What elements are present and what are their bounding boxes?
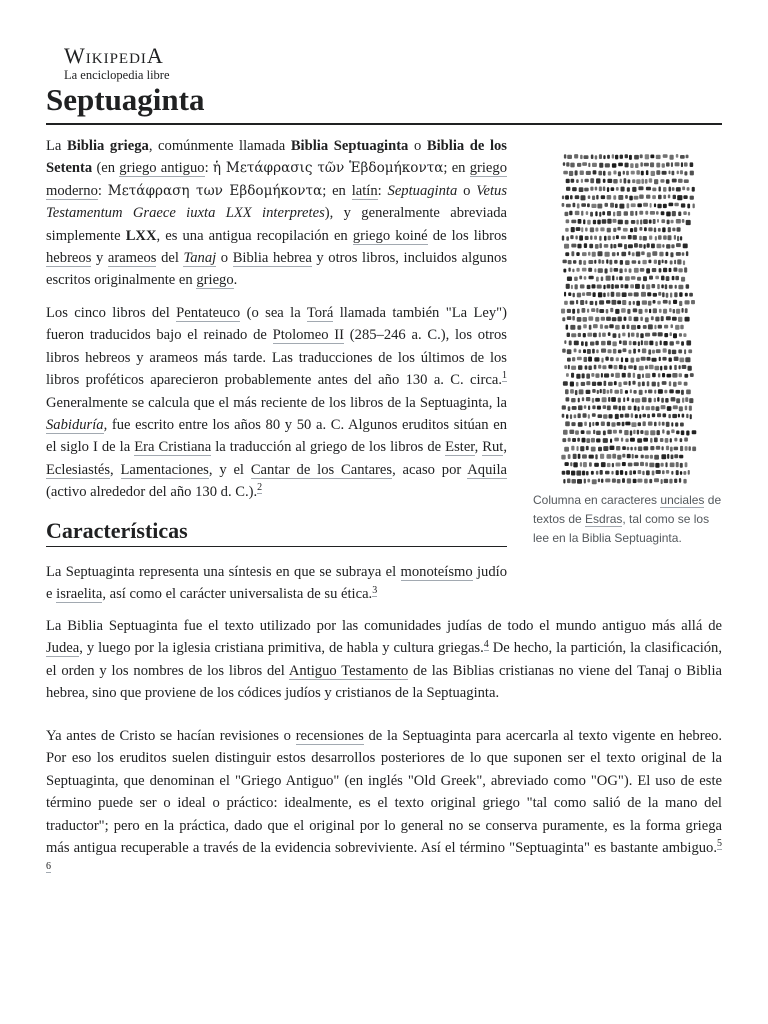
link-griego-koine[interactable]: griego koiné [352, 227, 428, 244]
wikipedia-logo[interactable] [64, 44, 170, 82]
link-latin[interactable]: latín [351, 182, 378, 199]
ref-2[interactable]: 2 [257, 482, 263, 494]
link-tanaj[interactable]: Tanaj [183, 250, 217, 267]
paragraph-4: La Biblia Septuaginta fue el texto utilizado por las comunidades judías de todo el mundo antiguo más allá de Judea, y luego por la iglesia cristiana primitiva, de habla y cultura griegas.$^4$ De hecho, la partición, la clasificación, el orden y los nombres de los libros del Antiguo Testamento de las Biblias cristianas no viene del Tanaj o Biblia hebrea, sino que proviene de los códices judíos y cristianos de la Septuaginta. [46, 618, 722, 702]
link-lamentaciones[interactable]: Lamentaciones [120, 461, 209, 478]
link-aquila[interactable]: Aquila [467, 461, 507, 478]
section-heading-caracteristicas: Características [46, 518, 188, 543]
intro-paragraph-1: La Biblia griega, comúnmente llamada Biblia Septuaginta o Biblia de los Setenta (en griego antiguo: ἡ Μετάφρασις τῶν Ἑβδομήκοντα; en griego moderno: Μετάφραση των Εβδομήκοντα; en latín: Septuaginta o Vetus Testamentum Graece iuxta LXX interpretes), y generalmente abreviada simplemente LXX, es una antigua recopilación en griego koiné de los libros hebreos y arameos del Tanaj o Biblia hebrea y otros libros, incluidos algunos escritos originalmente en griego. [46, 138, 508, 289]
page-title: Septuaginta [46, 82, 205, 117]
link-era-cristiana[interactable]: Era Cristiana [134, 439, 212, 456]
link-ester[interactable]: Ester [445, 439, 475, 456]
link-pentateuco[interactable]: Pentateuco [176, 305, 241, 321]
link-ptolomeo-ii[interactable]: Ptolomeo II [272, 327, 345, 344]
link-griego[interactable]: griego [196, 272, 234, 289]
manuscript-figure [533, 148, 723, 548]
wikipedia-tagline: La enciclopedia libre [64, 68, 170, 82]
link-recensiones[interactable]: recensiones [295, 728, 364, 744]
ref-1[interactable]: 1 [502, 370, 507, 382]
paragraph-5: Ya antes de Cristo se hacían revisiones o recensiones de la Septuaginta para acercarla al texto vigente en hebreo. Por eso los eruditos suelen distinguir estos desarrollos posteriores de lo que suponen ser el texto original de la Septuaginta, que denominan el "Griego Antiguo" (en inglés "Old Greek", abreviado como "OG"). El uso de este término puede ser o ideal o práctico: idealmente, es el texto original griego "tal como salió de la mano del traductor"; pero en la práctica, dado que el original por lo general no se conserva puramente, es la forma griega más antigua recuperable a través de la evidencia sobreviviente. Así el término "Septuaginta" es bastante ambiguo.$^{5 6}$ [46, 728, 722, 872]
link-biblia-hebrea[interactable]: Biblia hebrea [232, 250, 312, 267]
paragraph-3: La Septuaginta representa una síntesis en que se subraya el monoteísmo judío e israelita, así como el carácter universalista de su ética.$^3$ [46, 564, 507, 603]
link-monoteismo[interactable]: monoteísmo [400, 564, 473, 580]
link-antiguo-testamento[interactable]: Antiguo Testamento [288, 662, 409, 679]
section-divider [46, 546, 507, 547]
link-rut[interactable]: Rut [482, 439, 504, 456]
link-tora[interactable]: Torá [306, 305, 334, 321]
ref-4[interactable]: 4 [483, 638, 489, 650]
link-griego-antiguo[interactable]: griego antiguo [119, 160, 205, 177]
link-griego-moderno[interactable]: griego moderno [46, 160, 507, 199]
link-hebreos[interactable]: hebreos [46, 250, 92, 267]
ref-3[interactable]: 3 [372, 584, 378, 596]
link-unciales[interactable]: unciales [660, 493, 705, 507]
title-divider [46, 123, 722, 125]
figure-caption: Columna en caracteres unciales de textos de Esdras, tal como se los lee en la Biblia Septuaginta. [533, 493, 722, 545]
link-sabiduria[interactable]: Sabiduría [46, 417, 104, 434]
link-arameos[interactable]: arameos [107, 250, 157, 267]
link-eclesiastes[interactable]: Eclesiastés [46, 461, 111, 478]
link-esdras[interactable]: Esdras [585, 512, 623, 526]
intro-paragraph-2: Los cinco libros del Pentateuco (o sea la Torá llamada también "La Ley") fueron traducidos bajo el reinado de Ptolomeo II (285–246 a. C.), los otros libros hebreos y arameos más tarde. Las traducciones de los últimos de los libros proféticos aparecieron probablemente antes del año 130 a. C. circa.$^1$ Generalmente se calcula que el más reciente de los libros de la Septuaginta, la Sabiduría, fue escrito entre los años 80 y 50 a. C. Algunos eruditos sitúan en el siglo I de la Era Cristiana la traducción al griego de los libros de Ester, Rut, Eclesiastés, Lamentaciones, y el Cantar de los Cantares, acaso por Aquila (activo alrededor del año 130 d. C.).$^2$ [46, 305, 507, 501]
link-judea[interactable]: Judea [46, 640, 80, 657]
wikipedia-wordmark: WikipediA [64, 43, 164, 68]
link-israelita[interactable]: israelita [56, 586, 103, 603]
uncial-manuscript-image[interactable] [553, 148, 703, 490]
ref-6[interactable]: 6 [46, 860, 51, 872]
ref-5[interactable]: 5 [717, 838, 722, 850]
link-cantar-de-los-cantares[interactable]: Cantar de los Cantares [250, 461, 393, 478]
